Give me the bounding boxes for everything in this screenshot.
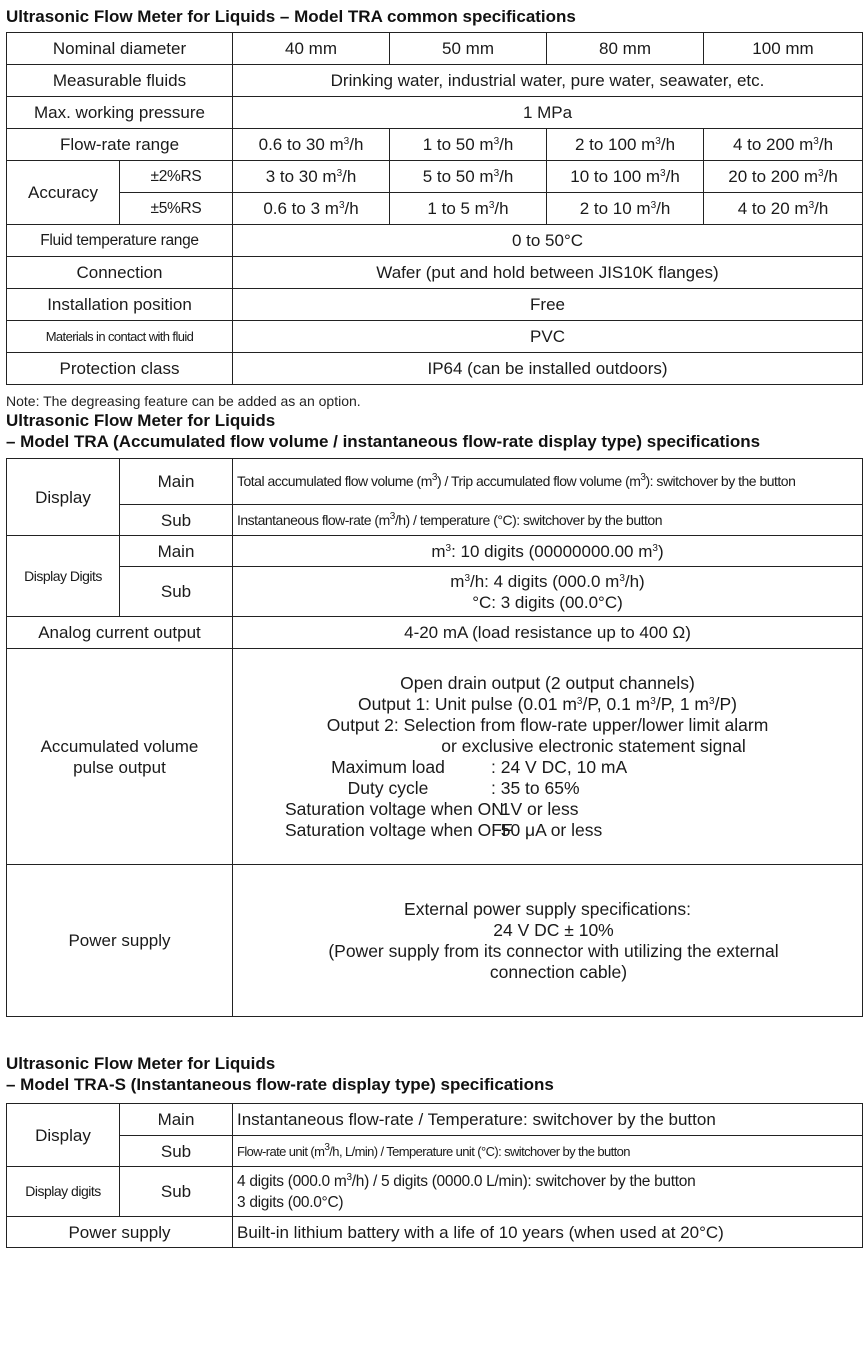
section2-subtitle: – Model TRA (Accumulated flow volume / instantaneous flow-rate display type) specifications xyxy=(6,432,761,451)
table-cell: 2 to 10 $m^3/h$ xyxy=(547,193,704,225)
sub-label: Main xyxy=(120,1104,233,1136)
row-label: Installation position xyxy=(7,289,233,321)
footnote: Note: The degreasing feature can be added as an option. xyxy=(6,393,361,409)
row-label: Max. working pressure xyxy=(7,97,233,129)
table-cell: 0 to 50°C xyxy=(233,225,863,257)
section2-title: Ultrasonic Flow Meter for Liquids xyxy=(6,411,276,430)
table-row xyxy=(7,33,863,65)
table-row xyxy=(7,129,863,161)
row-label: Fluid temperature range xyxy=(7,225,233,257)
table-cell: 80 mm xyxy=(547,33,704,65)
table-row xyxy=(7,257,863,289)
table-cell: 2 to 100 $m^3/h$ xyxy=(547,129,704,161)
table-row xyxy=(7,161,863,193)
sub-label: Sub xyxy=(120,1167,233,1217)
row-label: Display digits xyxy=(7,1167,120,1217)
row-label: Protection class xyxy=(7,353,233,385)
row-label: Power supply xyxy=(7,1217,233,1248)
row-label: Measurable fluids xyxy=(7,65,233,97)
table-row xyxy=(7,649,863,865)
sub-label: Sub xyxy=(120,1136,233,1167)
table-cell: 1 to 5 $m^3/h$ xyxy=(390,193,547,225)
tra-s-spec-table xyxy=(6,1103,863,1248)
table-row xyxy=(7,97,863,129)
table-cell: 100 mm xyxy=(704,33,863,65)
table-row xyxy=(7,865,863,1017)
row-label: Flow-rate range xyxy=(7,129,233,161)
sub-label: Main xyxy=(120,536,233,567)
table-cell: Wafer (put and hold between JIS10K flanges) xyxy=(233,257,863,289)
section3-subtitle: – Model TRA-S (Instantaneous flow-rate display type) specifications xyxy=(6,1075,554,1094)
table-cell: 1 MPa xyxy=(233,97,863,129)
row-label: Display xyxy=(7,459,120,536)
table-cell: 3 to 30 $m^3/h$ xyxy=(233,161,390,193)
table-cell: Drinking water, industrial water, pure water, seawater, etc. xyxy=(233,65,863,97)
table-cell: Flow-rate unit ($m^3/h$, L/min) / Temperature unit (°C): switchover by the button xyxy=(233,1136,863,1167)
table-cell: Total accumulated flow volume $(m^3)$ / Trip accumulated flow volume $(m^3)$: switchover by the button xyxy=(233,459,863,505)
table-cell: 1 to 50 $m^3/h$ xyxy=(390,129,547,161)
table-row xyxy=(7,321,863,353)
table-cell: 50 mm xyxy=(390,33,547,65)
table-cell: 5 to 50 $m^3/h$ xyxy=(390,161,547,193)
table-cell: 4 digits (000.0 $m^3/h) / 5$ digits (0000.0 L/min): switchover by the button 3 digits (00.0°C) xyxy=(233,1167,863,1217)
tra-spec-table xyxy=(6,458,863,1017)
table-cell: 10 to 100 $m^3/h$ xyxy=(547,161,704,193)
table-row xyxy=(7,225,863,257)
table-row xyxy=(7,617,863,649)
table-row xyxy=(7,1167,863,1217)
sub-label: Sub xyxy=(120,567,233,617)
table-row xyxy=(7,65,863,97)
table-cell: 0.6 to 3 $m^3/h$ xyxy=(233,193,390,225)
spec-document xyxy=(6,6,862,1248)
table-cell: 4 to 20 $m^3/h$ xyxy=(704,193,863,225)
table-row xyxy=(7,1217,863,1248)
sub-label: Main xyxy=(120,459,233,505)
section3-title: Ultrasonic Flow Meter for Liquids xyxy=(6,1054,276,1073)
table-cell: $m^3/h$: 4 digits (000.0 $m^3/h$) °C: 3 digits (00.0°C) xyxy=(233,567,863,617)
pulse-output-cell: Open drain output (2 output channels) Output 1: Unit pulse (0.01 $m^3/P$, 0.1 $m^3/P$, 1 $m^3/P$) Output 2: Selection from flow-rate upper/lower limit alarm or exclusive electronic statement signal Maximum load : 24 V DC, 10 mA Duty cycle : 35 to 65% Saturation voltage when ON : 1V or less Saturation voltage when OFF : 50 μA or less xyxy=(233,649,863,865)
table-row xyxy=(7,353,863,385)
table-row xyxy=(7,459,863,505)
table-row xyxy=(7,289,863,321)
table-row xyxy=(7,505,863,536)
table-cell: 20 to 200 $m^3/h$ xyxy=(704,161,863,193)
table-cell: IP64 (can be installed outdoors) xyxy=(233,353,863,385)
row-label: Connection xyxy=(7,257,233,289)
table-cell: PVC xyxy=(233,321,863,353)
table-cell: Instantaneous flow-rate / Temperature: switchover by the button xyxy=(233,1104,863,1136)
table-cell: 4-20 mA (load resistance up to 400 Ω) xyxy=(233,617,863,649)
table-cell: $m^3$: 10 digits (00000000.00 $m^3$) xyxy=(233,536,863,567)
table-cell: Instantaneous flow-rate $(m^3/h)$ / temperature (°C): switchover by the button xyxy=(233,505,863,536)
table-cell: Built-in lithium battery with a life of 10 years (when used at 20°C) xyxy=(233,1217,863,1248)
common-spec-table xyxy=(6,32,863,385)
row-label: Display Digits xyxy=(7,536,120,617)
row-label: Nominal diameter xyxy=(7,33,233,65)
table-row xyxy=(7,193,863,225)
table-cell: Free xyxy=(233,289,863,321)
table-row xyxy=(7,1136,863,1167)
row-label: Materials in contact with fluid xyxy=(7,321,233,353)
row-label: Display xyxy=(7,1104,120,1167)
sub-label: ±5%RS xyxy=(120,193,233,225)
table-cell: 4 to 200 $m^3/h$ xyxy=(704,129,863,161)
table-row xyxy=(7,1104,863,1136)
table-cell: 40 mm xyxy=(233,33,390,65)
row-label: Accuracy xyxy=(7,161,120,225)
row-label: Power supply xyxy=(7,865,233,1017)
power-supply-cell: External power supply specifications: 24 V DC ± 10% (Power supply from its connector with utilizing the external connection cable) xyxy=(233,865,863,1017)
table-row xyxy=(7,536,863,567)
sub-label: ±2%RS xyxy=(120,161,233,193)
row-label: Analog current output xyxy=(7,617,233,649)
sub-label: Sub xyxy=(120,505,233,536)
table-cell: 0.6 to 30 $m^3/h$ xyxy=(233,129,390,161)
section1-title: Ultrasonic Flow Meter for Liquids – Model TRA common specifications xyxy=(6,7,576,26)
row-label: Accumulated volume pulse output xyxy=(7,649,233,865)
table-row xyxy=(7,567,863,617)
